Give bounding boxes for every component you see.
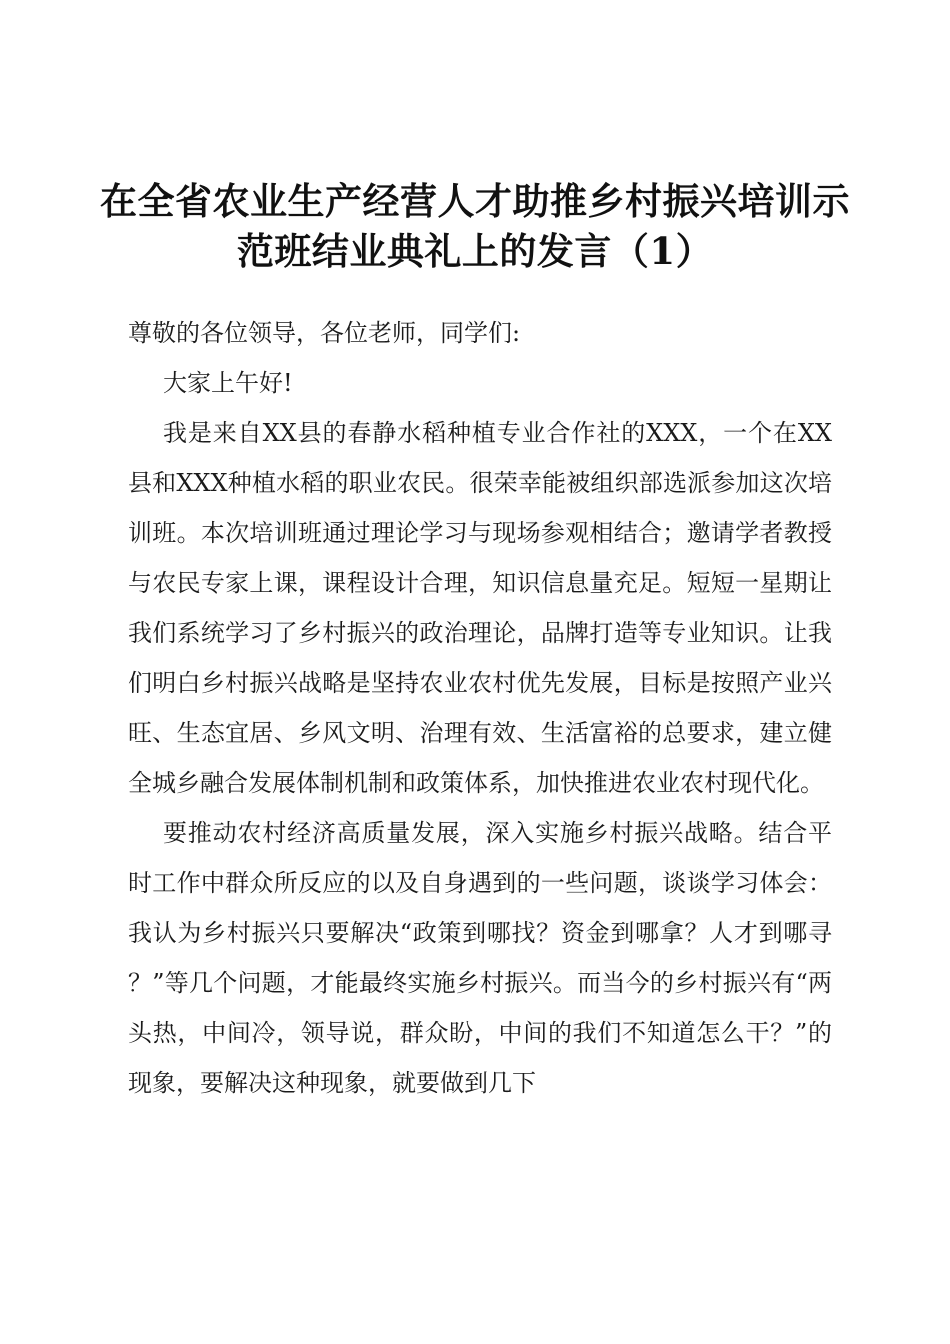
paragraph-1: 我是来自XX县的春静水稻种植专业合作社的XXX，一个在XX县和XXX种植水稻的职业农民。很荣幸能被组织部选派参加这次培训班。本次培训班通过理论学习与现场参观相结合；邀请学者教授与农民专家上课，课程设计合理，知识信息量充足。短短一星期让我们系统学习了乡村振兴的政治理论，品牌打造等专业知识。让我们明白乡村振兴战略是坚持农业农村优先发展，目标是按照产业兴旺、生态宜居、乡风文明、治理有效、生活富裕的总要求，建立健全城乡融合发展体制机制和政策体系，加快推进农业农村现代化。 [128,419,832,797]
document-title [100,176,850,276]
title-line-2: 范班结业典礼上的发言（1） [236,229,714,273]
paragraph-2: 要推动农村经济高质量发展，深入实施乡村振兴战略。结合平时工作中群众所反应的以及自身遇到的一些问题，谈谈学习体会：我认为乡村振兴只要解决“政策到哪找？资金到哪拿？人才到哪寻？”等几个问题，才能最终实施乡村振兴。而当今的乡村振兴有“两头热，中间冷，领导说，群众盼，中间的我们不知道怎么干？”的现象，要解决这种现象，就要做到几下 [128,819,832,1097]
salutation: 尊敬的各位领导，各位老师，同学们: [128,319,521,347]
document-body [128,308,832,1108]
title-line-1: 在全省农业生产经营人才助推乡村振兴培训示 [100,179,850,223]
greeting: 大家上午好! [163,369,293,397]
